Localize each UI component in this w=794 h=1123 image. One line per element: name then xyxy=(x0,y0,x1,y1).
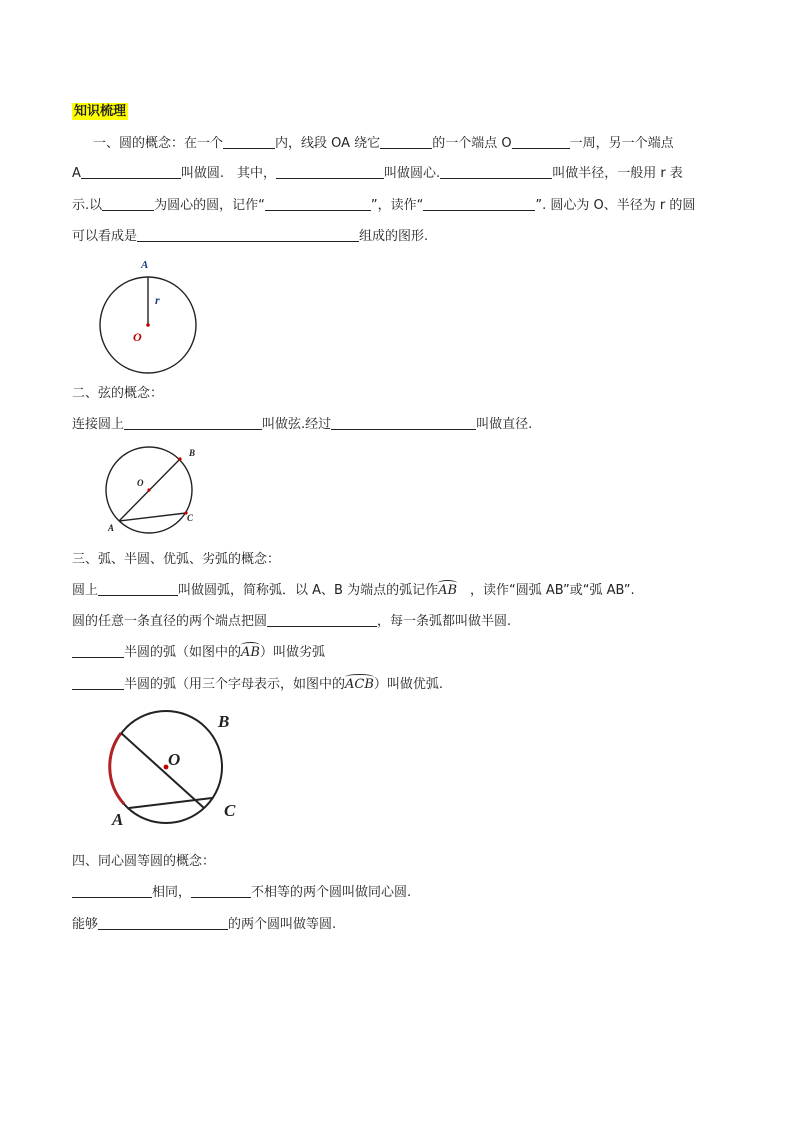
fill-blank[interactable] xyxy=(331,416,476,430)
text: 为圆心的圆，记作“ xyxy=(154,198,265,213)
text: 连接圆上 xyxy=(72,417,125,432)
s4-line1 xyxy=(72,884,411,902)
text: 内，线段 OA 绕它 xyxy=(275,136,381,151)
s4-title: 四、同心圆等圆的概念： xyxy=(72,854,216,869)
text: 半圆的弧（如图中的 xyxy=(124,645,242,660)
diameter-line xyxy=(121,733,204,808)
text: ”，读作“ xyxy=(370,198,424,213)
fill-blank[interactable] xyxy=(265,197,371,211)
fill-blank[interactable] xyxy=(72,884,152,898)
arc-notation: AB xyxy=(241,645,260,660)
fill-blank[interactable] xyxy=(72,644,124,658)
point-b xyxy=(178,457,181,460)
text: 叫做弦.经过 xyxy=(262,417,332,432)
text: ，读作“圆弧 AB”或“弧 AB”. xyxy=(457,583,635,598)
text: ）叫做优弧. xyxy=(373,677,444,692)
label-a: A xyxy=(112,810,124,829)
label-o: O xyxy=(137,478,144,488)
s3-line3 xyxy=(72,644,325,662)
text: ）叫做劣弧 xyxy=(259,645,325,660)
text: 叫做半径，一般用 r 表 xyxy=(552,166,683,181)
s3-line1 xyxy=(72,582,635,600)
circle-figure-radius xyxy=(90,255,210,375)
label-o: O xyxy=(168,750,181,769)
fill-blank[interactable] xyxy=(276,165,384,179)
label-c: C xyxy=(224,801,236,820)
fill-blank[interactable] xyxy=(137,228,359,242)
fill-blank[interactable] xyxy=(98,582,178,596)
section-heading xyxy=(72,103,128,121)
text: ，每一条弧都叫做半圆. xyxy=(377,614,512,629)
fill-blank[interactable] xyxy=(98,916,228,930)
chord-ac xyxy=(119,513,186,521)
s4-line2 xyxy=(72,916,336,934)
s1-line4 xyxy=(72,228,428,246)
text: 组成的图形. xyxy=(359,229,429,244)
center-point xyxy=(146,323,150,327)
fill-blank[interactable] xyxy=(267,613,377,627)
text: 圆上 xyxy=(72,583,99,598)
label-o: O xyxy=(133,330,142,344)
s1-line3 xyxy=(72,197,695,215)
text: 的一个端点 O xyxy=(432,136,512,151)
fill-blank[interactable] xyxy=(380,135,432,149)
text: 示.以 xyxy=(72,198,103,213)
text: 的两个圆叫做等圆. xyxy=(228,917,337,932)
fill-blank[interactable] xyxy=(191,884,251,898)
circle-figure-arcs xyxy=(102,705,252,830)
text: 叫做圆弧，简称弧．以 A、B 为端点的弧记作 xyxy=(178,583,439,598)
fill-blank[interactable] xyxy=(124,416,262,430)
fill-blank[interactable] xyxy=(423,197,535,211)
major-arc-highlight xyxy=(110,733,124,804)
label-b: B xyxy=(218,712,230,731)
label-b: B xyxy=(189,448,196,458)
s1-line2 xyxy=(72,165,683,183)
s3-line2 xyxy=(72,613,511,631)
s1-line1 xyxy=(93,135,674,153)
label-c: C xyxy=(187,513,194,523)
text: 能够 xyxy=(72,917,99,932)
s3-title: 三、弧、半圆、优弧、劣弧的概念： xyxy=(72,552,281,567)
fill-blank[interactable] xyxy=(81,165,181,179)
text: A xyxy=(72,166,81,181)
fill-blank[interactable] xyxy=(223,135,275,149)
s2-title: 二、弦的概念： xyxy=(72,386,164,401)
center-point xyxy=(147,488,150,491)
text: 叫做圆. 其中， xyxy=(180,166,277,181)
arc-notation: AB xyxy=(438,583,458,598)
heading-highlight: 知识梳理 xyxy=(74,104,127,119)
label-r: r xyxy=(155,293,160,307)
text: 圆的任意一条直径的两个端点把圆 xyxy=(72,614,268,629)
fill-blank[interactable] xyxy=(512,135,570,149)
text: 一、圆的概念：在一个 xyxy=(93,136,224,151)
fill-blank[interactable] xyxy=(440,165,552,179)
text: 可以看成是 xyxy=(72,229,138,244)
s2-line1 xyxy=(72,416,532,434)
fill-blank[interactable] xyxy=(72,676,124,690)
arc-notation: ACB xyxy=(345,677,374,692)
fill-blank[interactable] xyxy=(102,197,154,211)
text: 半圆的弧（用三个字母表示，如图中的 xyxy=(124,677,346,692)
text: 不相等的两个圆叫做同心圆. xyxy=(251,885,412,900)
text: 一周，另一个端点 xyxy=(569,136,674,151)
label-a: A xyxy=(108,523,115,533)
label-a: A xyxy=(141,259,149,271)
text: 相同， xyxy=(152,885,192,900)
text: 叫做圆心. xyxy=(384,166,441,181)
text: ”. 圆心为 O、半径为 r 的圆 xyxy=(535,198,696,213)
s3-line4 xyxy=(72,676,443,694)
circle-figure-chord xyxy=(98,442,213,542)
text: 叫做直径. xyxy=(476,417,533,432)
